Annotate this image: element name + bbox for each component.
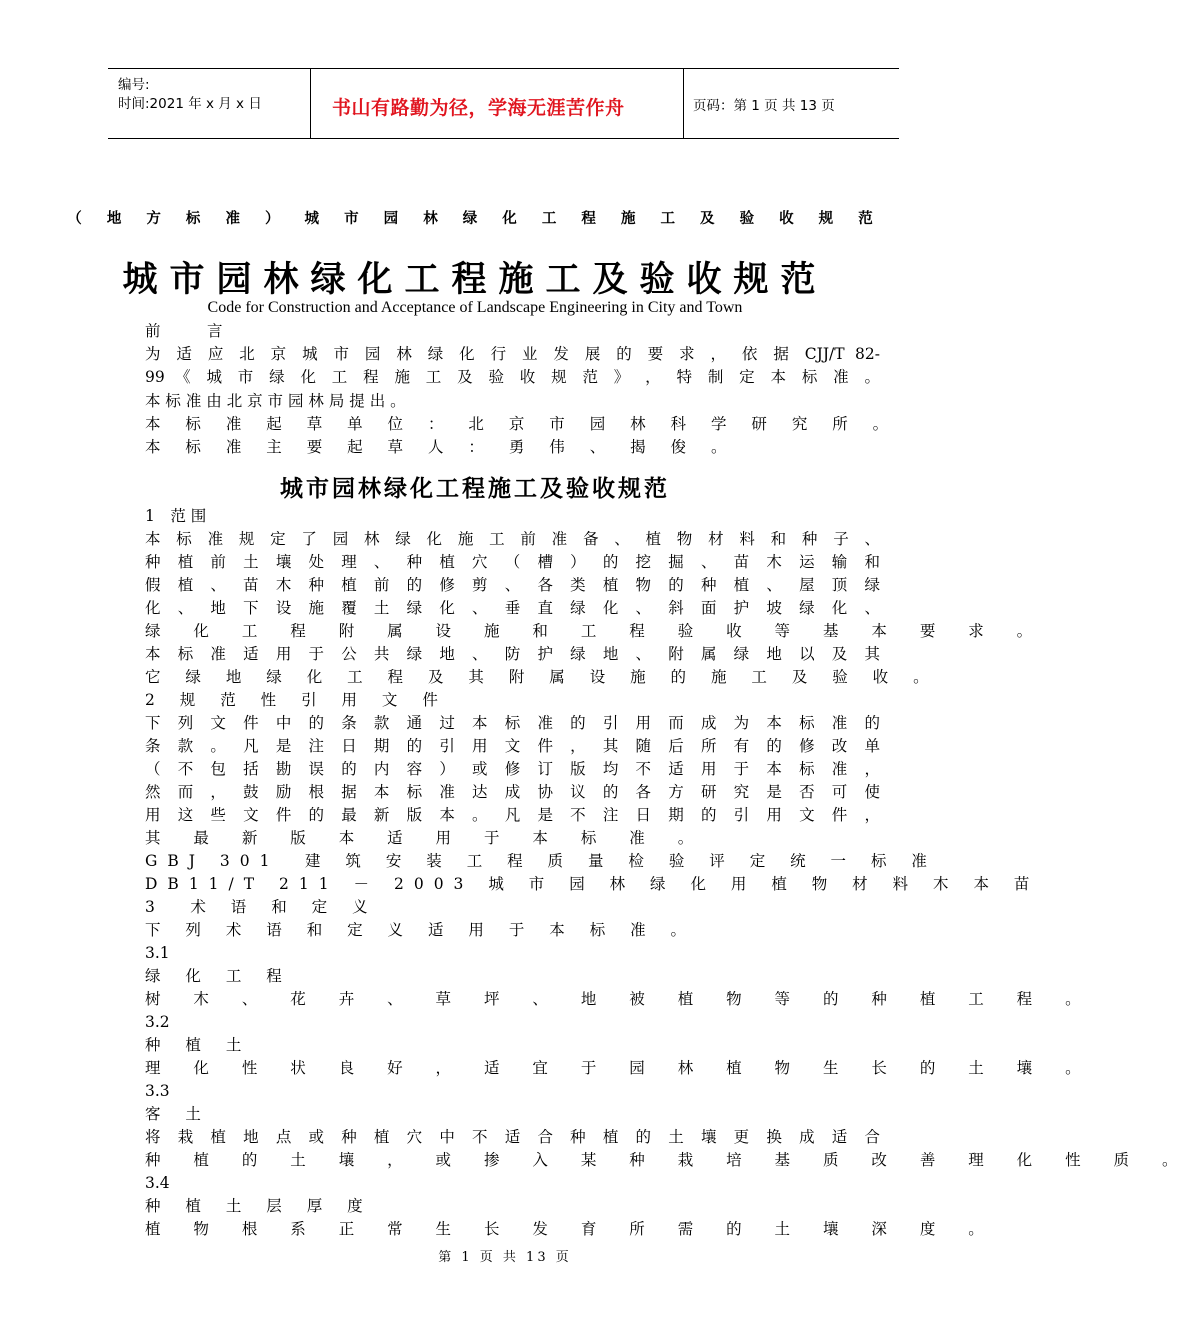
header-meta-cell bbox=[108, 69, 311, 138]
body-line: 然 而 ， 鼓 励 根 据 本 标 准 达 成 协 议 的 各 方 研 究 是 否 可 使 bbox=[145, 783, 880, 801]
body-line: 植 物 根 系 正 常 生 长 发 育 所 需 的 土 壤 深 度 。 bbox=[145, 1220, 998, 1238]
body-line: 其 最 新 版 本 适 用 于 本 标 准 。 bbox=[145, 829, 708, 847]
body-line: 理 化 性 状 良 好 ， 适 宜 于 园 林 植 物 生 长 的 土 壤 。 bbox=[145, 1059, 1095, 1077]
body-line: 为 适 应 北 京 城 市 园 林 绿 化 行 业 发 展 的 要 求 ， 依 据 CJJ/T 82- bbox=[145, 345, 880, 363]
doc-title: 城市园林绿化工程施工及验收规范 bbox=[122, 260, 828, 300]
date-label: 时间:2021 年 x 月 x 日 bbox=[118, 96, 262, 112]
body-line: 99 《 城 市 绿 化 工 程 施 工 及 验 收 规 范 》 ， 特 制 定 本 标 准 。 bbox=[145, 368, 880, 386]
body-line: 本 标 准 由 北 京 市 园 林 局 提 出 。 bbox=[145, 392, 406, 410]
body-line: 下 列 术 语 和 定 义 适 用 于 本 标 准 。 bbox=[145, 921, 697, 939]
body-line: 绿 化 工 程 附 属 设 施 和 工 程 验 收 等 基 本 要 求 。 bbox=[145, 622, 1047, 640]
clause-number: 3.1 bbox=[145, 944, 170, 962]
motto-text: 书山有路勤为径，学海无涯苦作舟 bbox=[332, 97, 625, 119]
body-line: （ 不 包 括 勘 误 的 内 容 ） 或 修 订 版 均 不 适 用 于 本 标 准 ， bbox=[145, 760, 880, 778]
section-heading: 1 范 围 bbox=[145, 507, 207, 525]
body-line: 假 植 、 苗 木 种 植 前 的 修 剪 、 各 类 植 物 的 种 植 、 屋 顶 绿 bbox=[145, 576, 880, 594]
body-line: 种 植 前 土 壤 处 理 、 种 植 穴 （ 槽 ） 的 挖 掘 、 苗 木 运 输 和 bbox=[145, 553, 880, 571]
section-heading: 2 规 范 性 引 用 文 件 bbox=[145, 691, 448, 709]
page-footer: 第 1 页 共 13 页 bbox=[438, 1250, 572, 1265]
body-line: 条 款 。 凡 是 注 日 期 的 引 用 文 件 ， 其 随 后 所 有 的 修 改 单 bbox=[145, 737, 880, 755]
body-line: 本 标 准 适 用 于 公 共 绿 地 、 防 护 绿 地 、 附 属 绿 地 以 及 其 bbox=[145, 645, 880, 663]
section-title: 城市园林绿化工程施工及验收规范 bbox=[280, 476, 670, 502]
header-table bbox=[108, 68, 899, 139]
clause-number: 3.4 bbox=[145, 1174, 170, 1192]
header-motto-cell bbox=[310, 69, 684, 138]
body-line: 将 栽 植 地 点 或 种 植 穴 中 不 适 合 种 植 的 土 壤 更 换 成 适 合 bbox=[145, 1128, 880, 1146]
header-page-cell bbox=[683, 69, 899, 138]
doc-subtitle: （ 地 方 标 准 ） 城 市 园 林 绿 化 工 程 施 工 及 验 收 规 范 bbox=[67, 211, 883, 227]
clause-number: 3.2 bbox=[145, 1013, 170, 1031]
english-title: Code for Construction and Acceptance of Landscape Engineering in City and Town bbox=[207, 299, 743, 316]
clause-number: 3.3 bbox=[145, 1082, 170, 1100]
body-line: 下 列 文 件 中 的 条 款 通 过 本 标 准 的 引 用 而 成 为 本 标 准 的 bbox=[145, 714, 880, 732]
page-info: 页码：第 1 页 共 13 页 bbox=[693, 98, 835, 114]
term-heading: 客 土 bbox=[145, 1105, 211, 1123]
body-line: 它 绿 地 绿 化 工 程 及 其 附 属 设 施 的 施 工 及 验 收 。 bbox=[145, 668, 939, 686]
body-line: 用 这 些 文 件 的 最 新 版 本 。 凡 是 不 注 日 期 的 引 用 文 件 ， bbox=[145, 806, 880, 824]
body-line: 本 标 准 起 草 单 位 ： 北 京 市 园 林 科 学 研 究 所 。 bbox=[145, 415, 899, 433]
term-heading: 种 植 土 bbox=[145, 1036, 252, 1054]
reference-line: GBJ 301 建 筑 安 装 工 程 质 量 检 验 评 定 统 一 标 准 bbox=[145, 852, 937, 870]
body-line: 本 标 准 主 要 起 草 人 ： 勇 伟 、 揭 俊 。 bbox=[145, 438, 737, 456]
body-line: 本 标 准 规 定 了 园 林 绿 化 施 工 前 准 备 、 植 物 材 料 和 种 子 、 bbox=[145, 530, 880, 548]
section-heading: 3 术 语 和 定 义 bbox=[145, 898, 378, 916]
reference-line: DB11/T 211 － 2003 城 市 园 林 绿 化 用 植 物 材 料 木 本 苗 bbox=[145, 875, 1040, 893]
body-line: 树 木 、 花 卉 、 草 坪 、 地 被 植 物 等 的 种 植 工 程 。 bbox=[145, 990, 1095, 1008]
term-heading: 绿 化 工 程 bbox=[145, 967, 292, 985]
number-label: 编号: bbox=[118, 77, 150, 93]
body-line: 种 植 的 土 壤 ， 或 掺 入 某 种 栽 培 基 质 改 善 理 化 性 质 。 bbox=[145, 1151, 1191, 1169]
term-heading: 种 植 土 层 厚 度 bbox=[145, 1197, 373, 1215]
preface-heading: 前 言 bbox=[145, 322, 223, 340]
body-line: 化 、 地 下 设 施 覆 土 绿 化 、 垂 直 绿 化 、 斜 面 护 坡 绿 化 、 bbox=[145, 599, 880, 617]
